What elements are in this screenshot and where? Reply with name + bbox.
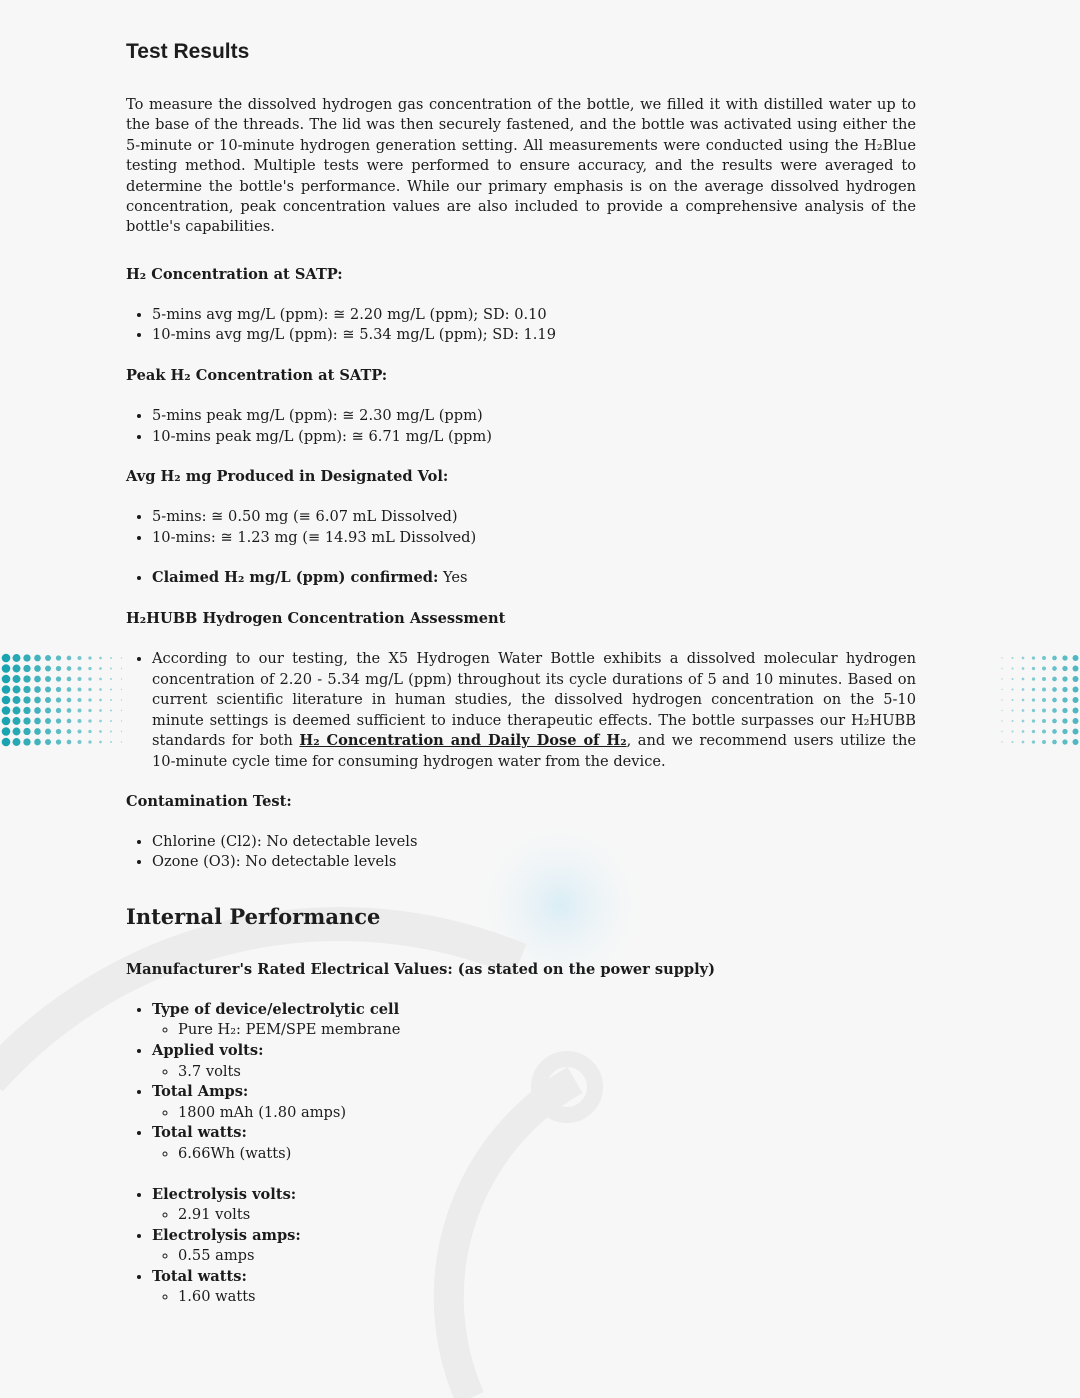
pattern-dot — [1042, 708, 1046, 712]
pattern-dot — [56, 687, 61, 692]
pattern-dot — [77, 677, 81, 681]
pattern-dot — [67, 698, 72, 703]
pattern-dot — [1011, 741, 1013, 743]
electrolysis-item-label: Total watts: — [152, 1267, 247, 1285]
pattern-dot — [110, 709, 112, 711]
assessment-heading: H₂HUBB Hydrogen Concentration Assessment — [126, 610, 506, 627]
pattern-dot — [1022, 709, 1025, 712]
electrolysis-list — [126, 1185, 916, 1309]
pattern-dot — [1032, 740, 1035, 743]
pattern-dot — [77, 687, 81, 691]
pattern-dot — [45, 676, 51, 682]
pattern-dot — [1022, 720, 1025, 723]
pattern-dot — [110, 678, 112, 680]
rated-item-label: Total Amps: — [152, 1083, 249, 1101]
pattern-dot — [77, 708, 81, 712]
claimed-item — [152, 568, 916, 589]
test-results-intro: To measure the dissolved hydrogen gas concentration of the bottle, we filled it with distilled water up to the base of the threads. The lid was then securely fastened, and the bottle was activated using either the 5-minute or 10-minute hydrogen generation setting. All measurements were conducted using the H₂Blue testing method. Multiple tests were performed to ensure accuracy, and the results were averaged to determine the bottle's performance. While our primary emphasis is on the average dissolved hydrogen concentration, peak concentration values are also included to provide a comprehensive analysis of the bottle's capabilities. — [126, 96, 916, 236]
pattern-dot — [121, 689, 122, 690]
pattern-dot — [13, 707, 21, 715]
pattern-dot — [77, 656, 81, 660]
rated-item-label: Applied volts: — [152, 1041, 264, 1059]
pattern-dot — [110, 730, 112, 732]
pattern-dot — [1022, 699, 1025, 702]
pattern-dot — [23, 707, 30, 714]
pattern-dot — [1032, 656, 1035, 659]
list-item: • 5-mins peak mg/L (ppm): ≅ 2.30 mg/L (ppm) — [152, 406, 916, 427]
assessment-list — [126, 649, 916, 773]
pattern-dot — [1073, 676, 1079, 682]
pattern-dot — [1022, 730, 1025, 733]
electrolysis-item-label: Electrolysis amps: — [152, 1226, 301, 1244]
pattern-dot — [67, 687, 72, 692]
rated-item-value: ◦ Pure H₂: PEM/SPE membrane — [178, 1020, 916, 1041]
electrolysis-item-value: ◦ 0.55 amps — [178, 1246, 916, 1267]
list-item: • Chlorine (Cl2): No detectable levels — [152, 832, 916, 853]
assessment-text-before: According to our testing, the X5 Hydrogen Water Bottle exhibits a dissolved molecular hydrogen concentration of 2.20 - 5.34 mg/L (ppm) throughout its cycle durations of 5 and 10 minutes. Based on current scientific literature in human studies, the dissolved hydrogen concentration on the 5-10 minute settings is deemed sufficient to induce therapeutic effects. The bottle surpasses our H₂HUBB standards for both — [152, 650, 916, 750]
rated-item-volts — [152, 1041, 916, 1082]
pattern-dot — [88, 730, 91, 733]
pattern-dot — [56, 697, 61, 702]
pattern-dot — [1062, 655, 1067, 660]
rated-item-label: Total watts: — [152, 1124, 247, 1142]
pattern-dot — [1073, 666, 1079, 672]
pattern-dot — [34, 707, 41, 714]
pattern-dot — [1022, 678, 1025, 681]
rated-item-amps — [152, 1082, 916, 1123]
pattern-dot — [23, 717, 30, 724]
pattern-dot — [56, 718, 61, 723]
rated-item-value: ◦ 6.66Wh (watts) — [178, 1144, 916, 1165]
pattern-dot — [2, 706, 11, 715]
pattern-dot — [1011, 657, 1013, 659]
pattern-dot — [1042, 656, 1046, 660]
pattern-dot — [13, 728, 21, 736]
pattern-dot — [121, 741, 122, 742]
pattern-dot — [1052, 719, 1057, 724]
pattern-dot — [1001, 741, 1002, 742]
pattern-dot — [121, 657, 122, 658]
avg-produced-list — [126, 507, 916, 548]
right-dot-pattern — [1001, 654, 1080, 747]
pattern-dot — [1032, 730, 1035, 733]
pattern-dot — [1011, 720, 1013, 722]
pattern-dot — [99, 678, 102, 681]
pattern-dot — [1062, 729, 1067, 734]
pattern-dot — [1001, 689, 1002, 690]
pattern-dot — [88, 719, 91, 722]
list-item: • 10-mins: ≅ 1.23 mg (≡ 14.93 mL Dissolved) — [152, 528, 916, 549]
pattern-dot — [13, 717, 21, 725]
pattern-dot — [45, 697, 51, 703]
pattern-dot — [2, 696, 11, 705]
pattern-dot — [110, 688, 112, 690]
pattern-dot — [1011, 688, 1013, 690]
pattern-dot — [45, 739, 51, 745]
pattern-dot — [2, 664, 11, 673]
rated-item-value: ◦ 1800 mAh (1.80 amps) — [178, 1103, 916, 1124]
pattern-dot — [1052, 698, 1057, 703]
pattern-dot — [23, 675, 30, 682]
rated-item-watts — [152, 1123, 916, 1164]
test-results-title: Test Results — [126, 40, 250, 63]
pattern-dot — [45, 666, 51, 672]
pattern-dot — [88, 698, 91, 701]
pattern-dot — [1032, 719, 1035, 722]
pattern-dot — [1062, 718, 1067, 723]
pattern-dot — [121, 710, 122, 711]
pattern-dot — [110, 657, 112, 659]
pattern-dot — [67, 729, 72, 734]
pattern-dot — [1001, 668, 1002, 669]
pattern-dot — [99, 688, 102, 691]
pattern-dot — [13, 738, 21, 746]
pattern-dot — [67, 740, 72, 745]
pattern-dot — [1052, 708, 1057, 713]
pattern-dot — [88, 740, 91, 743]
h2-concentration-list — [126, 305, 916, 346]
pattern-dot — [2, 727, 11, 736]
pattern-dot — [2, 654, 11, 663]
contamination-heading: Contamination Test: — [126, 792, 292, 810]
h2-concentration-heading: H₂ Concentration at SATP: — [126, 265, 343, 283]
pattern-dot — [1062, 687, 1067, 692]
pattern-dot — [56, 676, 61, 681]
pattern-dot — [77, 698, 81, 702]
pattern-dot — [23, 738, 30, 745]
list-item: • Ozone (O3): No detectable levels — [152, 852, 916, 873]
pattern-dot — [34, 718, 41, 725]
pattern-dot — [99, 709, 102, 712]
pattern-dot — [45, 729, 51, 735]
electrolysis-item-label: Electrolysis volts: — [152, 1185, 297, 1203]
pattern-dot — [88, 667, 91, 670]
pattern-dot — [23, 696, 30, 703]
pattern-dot — [121, 720, 122, 721]
pattern-dot — [1042, 719, 1046, 723]
pattern-dot — [110, 720, 112, 722]
left-dot-pattern — [2, 654, 123, 747]
pattern-dot — [1042, 698, 1046, 702]
pattern-dot — [56, 739, 61, 744]
pattern-dot — [1073, 718, 1079, 724]
pattern-dot — [56, 655, 61, 660]
pattern-dot — [121, 699, 122, 700]
pattern-dot — [121, 731, 122, 732]
internal-performance-title: Internal Performance — [126, 903, 381, 929]
pattern-dot — [23, 728, 30, 735]
pattern-dot — [1032, 698, 1035, 701]
pattern-dot — [34, 728, 41, 735]
pattern-dot — [67, 666, 72, 671]
pattern-dot — [45, 687, 51, 693]
pattern-dot — [99, 741, 102, 744]
pattern-dot — [77, 729, 81, 733]
pattern-dot — [1011, 699, 1013, 701]
pattern-dot — [99, 657, 102, 660]
pattern-dot — [77, 719, 81, 723]
pattern-dot — [1073, 697, 1079, 703]
rated-item-value: ◦ 3.7 volts — [178, 1062, 916, 1083]
pattern-dot — [34, 676, 41, 683]
list-item: • 5-mins: ≅ 0.50 mg (≡ 6.07 mL Dissolved) — [152, 507, 916, 528]
claimed-label: Claimed H₂ mg/L (ppm) confirmed: — [152, 569, 439, 587]
rated-item-type — [152, 1000, 916, 1041]
pattern-dot — [1052, 740, 1057, 745]
pattern-dot — [13, 675, 21, 683]
pattern-dot — [45, 655, 51, 661]
pattern-dot — [1052, 687, 1057, 692]
pattern-dot — [1001, 710, 1002, 711]
pattern-dot — [1001, 699, 1002, 700]
pattern-dot — [56, 666, 61, 671]
pattern-dot — [1032, 667, 1035, 670]
pattern-dot — [34, 655, 41, 662]
rated-values-heading: Manufacturer's Rated Electrical Values: (as stated on the power supply) — [126, 960, 716, 978]
list-item: • 10-mins avg mg/L (ppm): ≅ 5.34 mg/L (ppm); SD: 1.19 — [152, 325, 916, 346]
rated-values-list — [126, 1000, 916, 1165]
pattern-dot — [99, 699, 102, 702]
pattern-dot — [1001, 731, 1002, 732]
pattern-dot — [34, 665, 41, 672]
pattern-dot — [23, 665, 30, 672]
h2-standards-link[interactable]: H₂ Concentration and Daily Dose of H₂ — [299, 732, 627, 750]
pattern-dot — [1073, 687, 1079, 693]
pattern-dot — [1042, 666, 1046, 670]
pattern-dot — [1032, 688, 1035, 691]
electrolysis-item-value: ◦ 2.91 volts — [178, 1205, 916, 1226]
pattern-dot — [88, 709, 91, 712]
pattern-dot — [34, 686, 41, 693]
pattern-dot — [2, 675, 11, 684]
pattern-dot — [13, 665, 21, 673]
pattern-dot — [110, 667, 112, 669]
pattern-dot — [1011, 709, 1013, 711]
pattern-dot — [1001, 657, 1002, 658]
pattern-dot — [67, 719, 72, 724]
electrolysis-item-volts — [152, 1185, 916, 1226]
pattern-dot — [45, 718, 51, 724]
pattern-dot — [1011, 730, 1013, 732]
electrolysis-item-value: ◦ 1.60 watts — [178, 1287, 916, 1308]
pattern-dot — [67, 656, 72, 661]
list-item: • 5-mins avg mg/L (ppm): ≅ 2.20 mg/L (ppm); SD: 0.10 — [152, 305, 916, 326]
pattern-dot — [67, 677, 72, 682]
pattern-dot — [1011, 667, 1013, 669]
pattern-dot — [1032, 709, 1035, 712]
pattern-dot — [110, 699, 112, 701]
electrolysis-item-watts — [152, 1267, 916, 1308]
pattern-dot — [1052, 666, 1057, 671]
pattern-dot — [1052, 677, 1057, 682]
pattern-dot — [1022, 688, 1025, 691]
pattern-dot — [88, 656, 91, 659]
pattern-dot — [67, 708, 72, 713]
pattern-dot — [1042, 687, 1046, 691]
pattern-dot — [56, 729, 61, 734]
electrolysis-item-amps — [152, 1226, 916, 1267]
pattern-dot — [34, 697, 41, 704]
peak-concentration-heading: Peak H₂ Concentration at SATP: — [126, 367, 388, 385]
pattern-dot — [1073, 708, 1079, 714]
pattern-dot — [56, 708, 61, 713]
pattern-dot — [121, 668, 122, 669]
pattern-dot — [1062, 708, 1067, 713]
pattern-dot — [1073, 739, 1079, 745]
pattern-dot — [1001, 678, 1002, 679]
claimed-list — [126, 568, 916, 589]
pattern-dot — [1073, 655, 1079, 661]
pattern-dot — [1062, 739, 1067, 744]
pattern-dot — [1073, 729, 1079, 735]
pattern-dot — [121, 678, 122, 679]
rated-item-label: Type of device/electrolytic cell — [152, 1000, 400, 1018]
pattern-dot — [88, 688, 91, 691]
pattern-dot — [1042, 740, 1046, 744]
pattern-dot — [99, 667, 102, 670]
pattern-dot — [99, 730, 102, 733]
pattern-dot — [1022, 741, 1025, 744]
pattern-dot — [2, 738, 11, 747]
pattern-dot — [23, 654, 30, 661]
pattern-dot — [1042, 729, 1046, 733]
pattern-dot — [2, 685, 11, 694]
pattern-dot — [1022, 667, 1025, 670]
pattern-dot — [1011, 678, 1013, 680]
pattern-dot — [13, 654, 21, 662]
pattern-dot — [1052, 729, 1057, 734]
pattern-dot — [77, 666, 81, 670]
pattern-dot — [77, 740, 81, 744]
pattern-dot — [2, 717, 11, 726]
pattern-dot — [1001, 720, 1002, 721]
pattern-dot — [13, 696, 21, 704]
pattern-dot — [99, 720, 102, 723]
pattern-dot — [88, 677, 91, 680]
pattern-dot — [1022, 657, 1025, 660]
pattern-dot — [1042, 677, 1046, 681]
contamination-list — [126, 832, 916, 873]
pattern-dot — [1062, 676, 1067, 681]
claimed-value: Yes — [438, 569, 468, 587]
pattern-dot — [13, 686, 21, 694]
avg-produced-heading: Avg H₂ mg Produced in Designated Vol: — [126, 468, 449, 486]
pattern-dot — [34, 739, 41, 746]
pattern-dot — [45, 708, 51, 714]
pattern-dot — [110, 741, 112, 743]
peak-concentration-list — [126, 406, 916, 447]
pattern-dot — [1032, 677, 1035, 680]
list-item: • 10-mins peak mg/L (ppm): ≅ 6.71 mg/L (ppm) — [152, 427, 916, 448]
pattern-dot — [1052, 656, 1057, 661]
assessment-item — [152, 649, 916, 773]
pattern-dot — [23, 686, 30, 693]
assessment-text-after: , and we recommend users utilize the 10-minute cycle time for consuming hydrogen water from the device. — [152, 732, 916, 770]
pattern-dot — [1062, 697, 1067, 702]
page-content — [126, 38, 916, 1308]
pattern-dot — [1062, 666, 1067, 671]
